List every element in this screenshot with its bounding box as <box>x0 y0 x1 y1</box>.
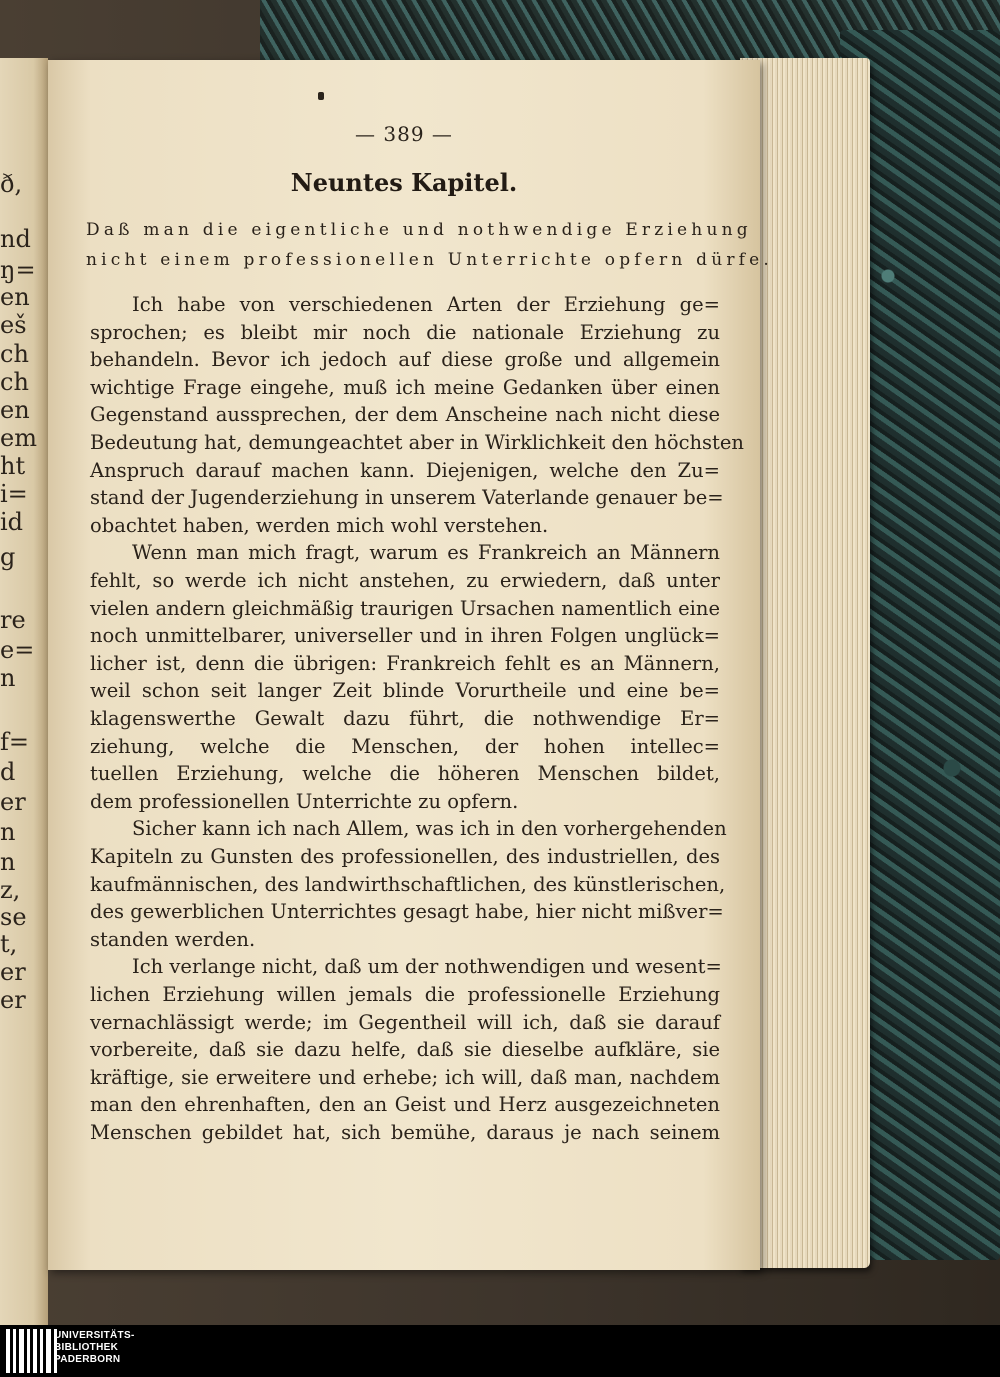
left-page-fragment-text: eš <box>0 311 27 339</box>
left-page-fragment-text: z, <box>0 876 21 904</box>
body-line: ziehung, welche die Menschen, der hohen intellec= <box>90 734 720 758</box>
logo-line: UNIVERSITÄTS- <box>54 1330 135 1341</box>
body-line: man den ehrenhaften, den an Geist und Herz ausgezeichneten <box>90 1093 720 1117</box>
body-line: licher ist, denn die übrigen: Frankreich fehlt es an Männern, <box>90 651 720 675</box>
left-page-fragment-text: ŋ= <box>0 256 36 284</box>
body-line: Bedeutung hat, demungeachtet aber in Wirklichkeit den höchsten <box>90 431 744 454</box>
left-page-fragment-text: g <box>0 543 16 571</box>
body-line: Kapiteln zu Gunsten des professionellen, des industriellen, des <box>90 845 720 868</box>
body-line: Anspruch darauf machen kann. Diejenigen, welche den Zu= <box>90 458 720 482</box>
body-line: stand der Jugenderziehung in unserem Vaterlande genauer be= <box>90 486 724 510</box>
body-line: Ich habe von verschiedenen Arten der Erziehung ge= <box>132 293 720 316</box>
body-line: vorbereite, daß sie dazu helfe, daß sie dieselbe aufkläre, sie <box>90 1038 720 1062</box>
left-page-fragment-text: ht <box>0 452 26 480</box>
body-line: tuellen Erziehung, welche die höheren Menschen bildet, <box>90 762 720 786</box>
left-page-fragment-text: er <box>0 958 26 986</box>
body-line: kaufmännischen, des landwirthschaftlichen, des künstlerischen, <box>90 872 726 896</box>
left-page-fragment-text: e= <box>0 636 35 664</box>
body-line: weil schon seit langer Zeit blinde Vorurtheile und eine be= <box>90 679 720 703</box>
left-page-fragment-text: n <box>0 818 16 846</box>
library-logo-text <box>54 1330 135 1366</box>
left-page-fragment-text: er <box>0 788 26 816</box>
body-line: obachtet haben, werden mich wohl verstehen. <box>90 513 549 537</box>
left-page-fragment-text: en <box>0 283 30 311</box>
body-line: des gewerblichen Unterrichtes gesagt habe, hier nicht mißver= <box>90 900 724 924</box>
body-line: noch unmittelbarer, universeller und in ihren Folgen unglück= <box>90 624 720 648</box>
left-page-fragment-text: em <box>0 424 37 452</box>
body-line: lichen Erziehung willen jemals die professionelle Erziehung <box>90 983 720 1006</box>
body-line: vernachlässigt werde; im Gegentheil will ich, daß sie darauf <box>90 1010 720 1034</box>
body-line: wichtige Frage eingehe, muß ich meine Gedanken über einen <box>90 375 720 399</box>
body-line: Menschen gebildet hat, sich bemühe, daraus je nach seinem <box>90 1121 720 1144</box>
left-page-fragment-text: en <box>0 396 30 424</box>
body-line: behandeln. Bevor ich jedoch auf diese große und allgemein <box>90 348 720 372</box>
left-page-fragment-text: ð, <box>0 170 23 198</box>
book-page <box>48 60 774 1270</box>
body-line: vielen andern gleichmäßig traurigen Ursachen namentlich eine <box>90 596 720 620</box>
left-page-fragment-text: nd <box>0 225 31 253</box>
left-page-fragment-text: t, <box>0 930 18 958</box>
library-footer <box>0 1325 1000 1377</box>
left-page-fragment <box>0 58 48 1325</box>
body-line: Wenn man mich fragt, warum es Frankreich an Männern <box>132 541 720 565</box>
library-logo-icon <box>6 1329 57 1373</box>
left-page-fragment-text: se <box>0 903 27 931</box>
body-line: Sicher kann ich nach Allem, was ich in den vorhergehenden <box>132 817 727 841</box>
body-line: Ich verlange nicht, daß um der nothwendigen und wesent= <box>132 955 722 979</box>
left-page-fragment-text: d <box>0 758 16 786</box>
left-page-fragment-text: i= <box>0 480 28 508</box>
ink-speck <box>318 92 324 100</box>
logo-line: BIBLIOTHEK <box>54 1342 119 1353</box>
chapter-subtitle-line-2: nicht einem professionellen Unterrichte opfern dürfe. <box>86 250 774 270</box>
left-page-fragment-text: ch <box>0 368 29 396</box>
body-line: kräftige, sie erweitere und erhebe; ich will, daß man, nachdem <box>90 1065 720 1089</box>
left-page-fragment-text: n <box>0 848 16 876</box>
page-number: — 389 — <box>355 122 453 146</box>
left-page-fragment-text: n <box>0 664 16 692</box>
body-line: sprochen; es bleibt mir noch die nationale Erziehung zu <box>90 320 720 344</box>
left-page-fragment-text: re <box>0 606 26 634</box>
left-page-fragment-text: ch <box>0 340 29 368</box>
left-page-fragment-text: id <box>0 508 24 536</box>
logo-line: PADERBORN <box>54 1354 121 1365</box>
body-line: klagenswerthe Gewalt dazu führt, die nothwendige Er= <box>90 707 720 730</box>
body-line: fehlt, so werde ich nicht anstehen, zu erwiedern, daß unter <box>90 569 720 592</box>
left-page-fragment-text: er <box>0 986 26 1014</box>
chapter-title: Neuntes Kapitel. <box>290 168 518 197</box>
left-page-fragment-text: f= <box>0 728 29 756</box>
chapter-subtitle-line-1: Daß man die eigentliche und nothwendige Erziehung <box>86 220 752 240</box>
body-line: standen werden. <box>90 927 256 951</box>
body-line: dem professionellen Unterrichte zu opfern. <box>90 789 519 813</box>
body-line: Gegenstand aussprechen, der dem Anscheine nach nicht diese <box>90 403 720 427</box>
